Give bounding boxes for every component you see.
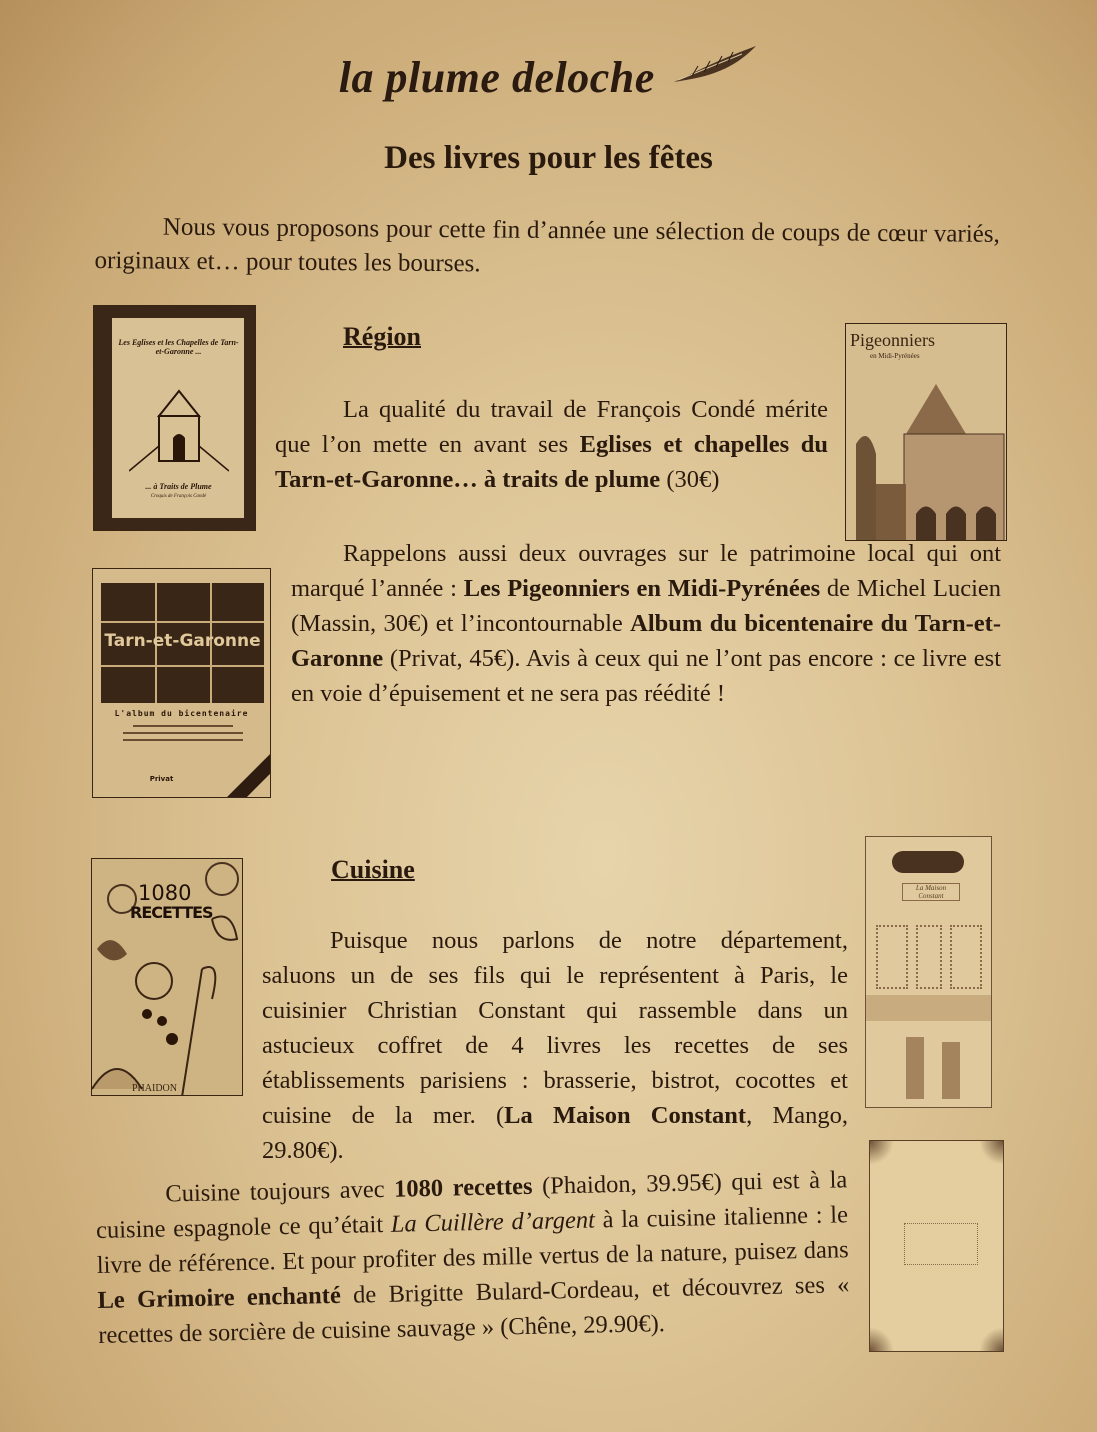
cover-recettes-title-2: RECETTES (130, 903, 213, 922)
cover-eglises-subtitle: ... à Traits de Plume (145, 482, 212, 491)
book-title-grimoire: Le Grimoire enchanté (97, 1281, 342, 1314)
cover-maison-title: La Maison Constant (902, 883, 960, 901)
cover-maison-constant (865, 836, 992, 1108)
book-title-eglises: Eglises et chapelles du Tarn-et-Garonne… à traits de plume (275, 431, 828, 493)
cover-recettes-publisher: PHAIDON (132, 1083, 177, 1094)
page-title: Des livres pour les fêtes (384, 140, 713, 176)
cover-eglises (93, 305, 256, 531)
book-reference-cuillere: La Cuillère d’argent (390, 1206, 596, 1238)
cover-pigeonniers-subtitle: en Midi-Pyrénées (870, 352, 920, 360)
cover-album-title: Tarn-et-Garonne (104, 631, 261, 651)
cuisine-paragraph-2: Cuisine toujours avec 1080 recettes (Phaidon, 39.95€) qui est à la cuisine espagnole ce qu’était La Cuillère d’argent à la cuisine italienne : le livre de référence. Et pour profiter des mille vertus de la nature, puisez dans Le Grimoire enchanté de Brigitte Bulard-Cordeau, et découvrez ses « recettes de sorcière de cuisine sauvage » (Chêne, 29.90€). (95, 1166, 850, 1349)
feather-icon (672, 44, 758, 95)
chapel-drawing (129, 376, 229, 476)
brand-name: la plume deloche (338, 53, 655, 102)
cover-album-publisher: Privat (149, 775, 174, 783)
book-title-maison-constant: La Maison Constant (504, 1102, 747, 1129)
cover-album-subtitle: L'album du bicentenaire (114, 709, 249, 718)
cover-pigeonniers (845, 323, 1007, 541)
intro-paragraph (94, 210, 1000, 286)
section-title-cuisine: Cuisine (331, 855, 415, 884)
section-title-region: Région (343, 322, 421, 351)
region-paragraph-2: Rappelons aussi deux ouvrages sur le patrimoine local qui ont marqué l’année : Les Pigeonniers en Midi-Pyrénées de Michel Lucien (Massin, 30€) et l’incontournable Album du bicentenaire du Tarn-et-Garonne (Privat, 45€). Avis à ceux qui ne l’ont pas encore : ce livre est en voie d’épuisement et ne sera pas réédité ! (291, 540, 1002, 707)
cover-album (92, 568, 271, 798)
intro-text: Nous vous proposons pour cette fin d’année une sélection de coups de cœur variés, originaux et… pour toutes les bourses. (94, 213, 1000, 278)
cover-recettes-title-1: 1080 (138, 881, 192, 905)
cuisine-paragraph-1: Puisque nous parlons de notre département, saluons un de ses fils qui le représentent à Paris, le cuisinier Christian Constant qui rassemble dans un astucieux coffret de 4 livres les recettes de ses établissements parisiens : brasserie, bistrot, cocottes et cuisine de la mer. (La Maison Constant, Mango, 29.80€). (262, 927, 848, 1164)
cover-1080-recettes (91, 858, 243, 1096)
book-title-pigeonniers: Les Pigeonniers en Midi-Pyrénées (463, 575, 821, 602)
region-paragraph-1: La qualité du travail de François Condé mérite que l’on mette en avant ses Eglises et chapelles du Tarn-et-Garonne… à traits de plume (30€) (275, 396, 828, 493)
cover-grimoire (869, 1140, 1004, 1352)
pigeonnier-drawing (846, 364, 1007, 541)
book-title-album: Album du bicentenaire du Tarn-et-Garonne (291, 610, 1001, 672)
cover-eglises-author: Croquis de François Condé (150, 494, 207, 499)
brand-logo (0, 44, 1097, 103)
cover-eglises-title: Les Eglises et les Chapelles de Tarn-et-Garonne ... (118, 338, 239, 356)
book-title-1080-recettes: 1080 recettes (393, 1172, 533, 1203)
cover-pigeonniers-title: Pigeonniers (850, 330, 935, 350)
